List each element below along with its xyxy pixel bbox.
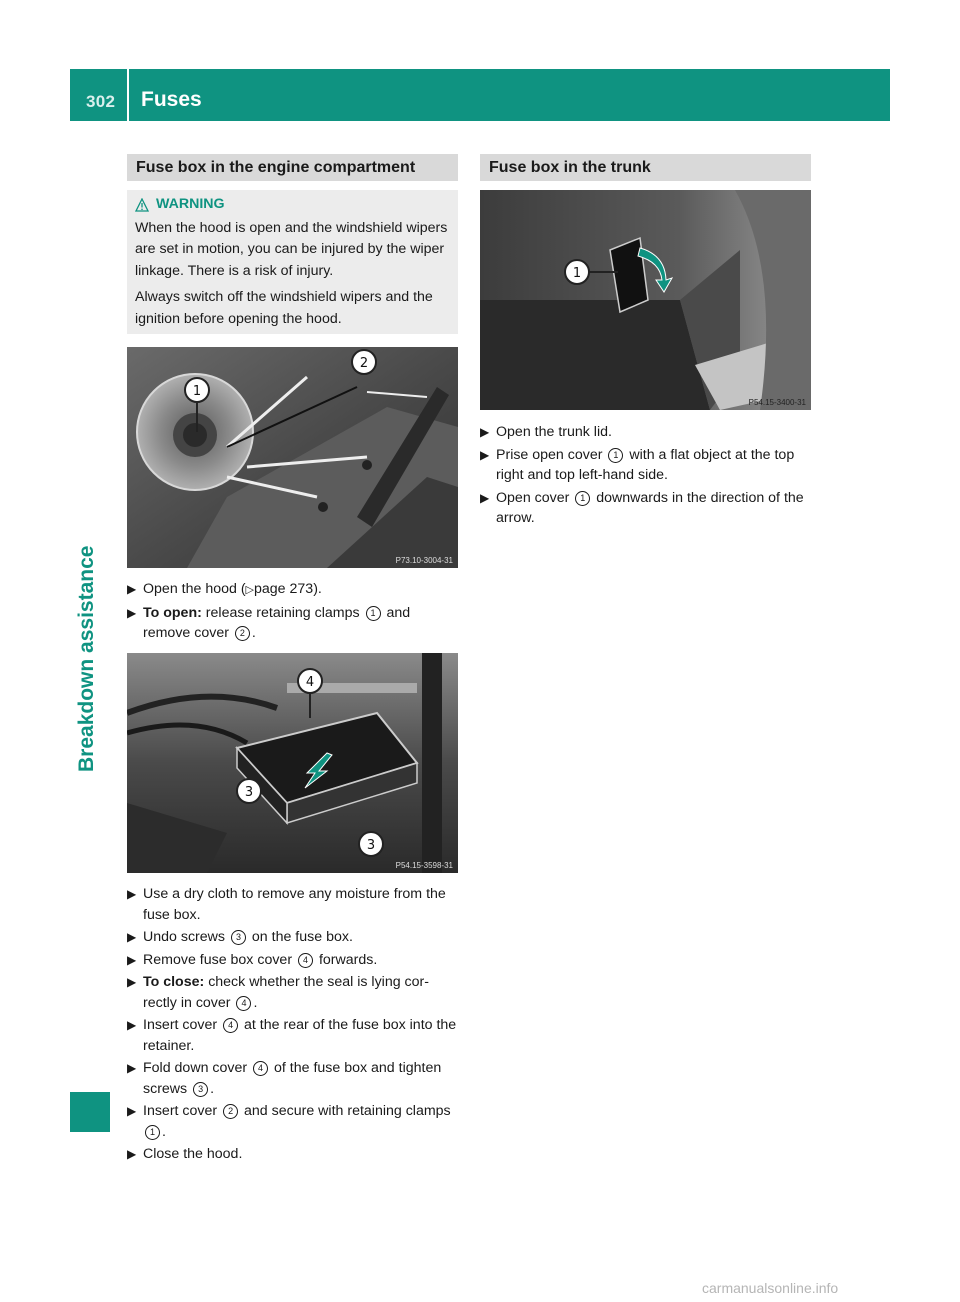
page-number: 302 — [86, 92, 116, 111]
list-item: ▶ To close: check whether the seal is lying cor-rectly in cover 4 . — [127, 974, 429, 1011]
callout-ref: 2 — [223, 1104, 238, 1119]
steps-close — [127, 884, 462, 1167]
list-item: ▶ Undo screws 3 on the fuse box. — [127, 927, 462, 948]
watermark: carmanualsonline.info — [702, 1280, 839, 1296]
photo-code-3: P54.15-3400-31 — [748, 398, 806, 407]
page-ref-icon: ▷ — [245, 584, 255, 596]
step-arrow-icon: ▶ — [127, 605, 137, 620]
list-item: ▶ Prise open cover 1 with a flat object at the top right and top left-hand side. — [480, 446, 795, 483]
callout-ref: 1 — [145, 1125, 160, 1140]
step-arrow-icon: ▶ — [480, 490, 490, 505]
sidebar-marker — [70, 1092, 110, 1132]
steps-trunk — [480, 422, 815, 531]
svg-text:3: 3 — [366, 838, 376, 853]
callout-ref: 4 — [253, 1061, 268, 1076]
svg-text:4: 4 — [305, 675, 315, 690]
step-arrow-icon: ▶ — [127, 1018, 137, 1032]
list-item: ▶ Remove fuse box cover 4 forwards. — [127, 950, 462, 971]
callout-ref: 2 — [235, 626, 250, 641]
list-item: ▶ Open the hood (▷page 273). — [127, 579, 458, 601]
callout-3 — [359, 832, 383, 856]
list-item: ▶ Open the trunk lid. — [480, 422, 815, 443]
step-arrow-icon: ▶ — [127, 1104, 137, 1118]
trunk-photo — [480, 190, 811, 410]
list-item: ▶ Insert cover 2 and secure with retaining clamps 1 . — [127, 1103, 451, 1140]
callout-ref: 1 — [366, 606, 381, 621]
step-arrow-icon: ▶ — [480, 425, 490, 439]
list-item: ▶ Fold down cover 4 of the fuse box and tighten screws 3 . — [127, 1060, 442, 1097]
list-item: ▶ Close the hood. — [127, 1144, 462, 1165]
callout-4 — [298, 669, 322, 693]
step-arrow-icon: ▶ — [127, 975, 137, 989]
page-reference-link[interactable]: page 273 — [254, 581, 314, 597]
list-item: ▶ Use a dry cloth to remove any moisture from the fuse box. — [127, 886, 446, 923]
callout-2 — [352, 350, 376, 374]
callout-1 — [565, 260, 589, 284]
warning-title: WARNING — [135, 194, 450, 216]
warning-box — [127, 190, 458, 334]
callout-1 — [185, 378, 209, 402]
page-title: Fuses — [141, 88, 202, 111]
list-item: ▶ To open: release retaining clamps 1 and remove cover 2 . — [127, 604, 411, 641]
step-arrow-icon: ▶ — [127, 930, 137, 944]
callout-ref: 3 — [231, 930, 246, 945]
engine-compartment-photo — [127, 347, 458, 568]
section-title-trunk: Fuse box in the trunk — [480, 154, 811, 181]
step-arrow-icon: ▶ — [127, 952, 137, 967]
callout-ref: 4 — [223, 1018, 238, 1033]
svg-text:2: 2 — [359, 356, 369, 371]
warning-text-1: When the hood is open and the windshield wipers are set in motion, you can be injured by the wiper linkage. There is a risk of injury. — [135, 219, 448, 279]
warning-text-2: Always switch off the windshield wipers and the ignition before opening the hood. — [135, 289, 433, 327]
step-arrow-icon: ▶ — [127, 582, 137, 596]
header-divider — [127, 69, 129, 121]
step-arrow-icon: ▶ — [127, 1147, 137, 1161]
svg-text:1: 1 — [572, 266, 582, 281]
warning-triangle-icon — [135, 198, 149, 212]
svg-text:1: 1 — [192, 384, 202, 399]
list-item: ▶ Insert cover 4 at the rear of the fuse box into the retainer. — [127, 1017, 457, 1054]
callout-ref: 4 — [298, 953, 313, 968]
photo-code-2: P54.15-3598-31 — [395, 861, 453, 870]
step-arrow-icon: ▶ — [127, 1061, 137, 1075]
fuse-box-photo — [127, 653, 458, 873]
section-title-engine: Fuse box in the engine compartment — [127, 154, 458, 181]
step-arrow-icon: ▶ — [127, 887, 137, 901]
steps-open — [127, 579, 458, 646]
step-arrow-icon: ▶ — [480, 447, 490, 462]
callout-3 — [237, 779, 261, 803]
svg-text:3: 3 — [244, 785, 254, 800]
callout-ref: 4 — [236, 996, 251, 1011]
callout-ref: 1 — [608, 448, 623, 463]
list-item: ▶ Open cover 1 downwards in the direction of the arrow. — [480, 489, 804, 526]
callout-ref: 3 — [193, 1082, 208, 1097]
callout-ref: 1 — [575, 491, 590, 506]
photo-code-1: P73.10-3004-31 — [395, 556, 453, 565]
